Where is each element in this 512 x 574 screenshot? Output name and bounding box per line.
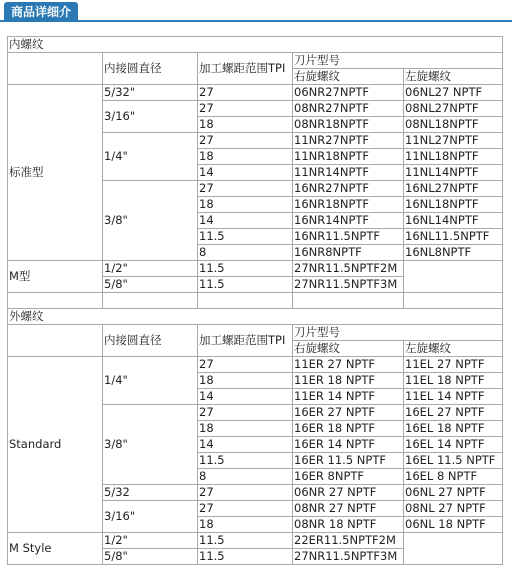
right-model-cell: 16ER 11.5 NPTF bbox=[293, 453, 404, 469]
left-model-cell: 11EL 27 NPTF bbox=[404, 357, 503, 373]
diameter-cell: 5/8" bbox=[103, 549, 198, 565]
header-diameter: 内接圆直径 bbox=[103, 53, 198, 85]
left-model-cell bbox=[404, 533, 503, 565]
left-model-cell: 16NL8NPTF bbox=[404, 245, 503, 261]
right-model-cell: 08NR 18 NPTF bbox=[293, 517, 404, 533]
left-model-cell: 11EL 14 NPTF bbox=[404, 389, 503, 405]
header-left-hand: 左旋螺纹 bbox=[404, 69, 503, 85]
left-model-cell: 06NL27 NPTF bbox=[404, 85, 503, 101]
right-model-cell: 16NR11.5NPTF bbox=[293, 229, 404, 245]
header-tpi: 加工螺距范围TPI bbox=[198, 325, 293, 357]
tpi-cell: 11.5 bbox=[198, 453, 293, 469]
header-right-hand: 右旋螺纹 bbox=[293, 341, 404, 357]
tab-bar bbox=[0, 0, 512, 22]
left-model-cell: 16NL11.5NPTF bbox=[404, 229, 503, 245]
right-model-cell: 08NR18NPTF bbox=[293, 117, 404, 133]
right-model-cell: 16NR18NPTF bbox=[293, 197, 404, 213]
left-model-cell: 06NL 18 NPTF bbox=[404, 517, 503, 533]
right-model-cell: 16ER 27 NPTF bbox=[293, 405, 404, 421]
header-type bbox=[8, 53, 103, 85]
section-title-row bbox=[8, 309, 503, 325]
section-title-internal: 内螺纹 bbox=[8, 37, 503, 53]
table-row bbox=[8, 357, 503, 373]
header-tpi: 加工螺距范围TPI bbox=[198, 53, 293, 85]
left-model-cell: 16EL 27 NPTF bbox=[404, 405, 503, 421]
right-model-cell: 11ER 14 NPTF bbox=[293, 389, 404, 405]
tpi-cell: 14 bbox=[198, 213, 293, 229]
diameter-cell: 5/8" bbox=[103, 277, 198, 293]
left-model-cell: 16EL 8 NPTF bbox=[404, 469, 503, 485]
diameter-cell: 1/2" bbox=[103, 533, 198, 549]
left-model-cell: 06NL 27 NPTF bbox=[404, 485, 503, 501]
diameter-cell: 3/8" bbox=[103, 181, 198, 261]
right-model-cell: 27NR11.5NPTF2M bbox=[293, 261, 404, 277]
left-model-cell: 08NL18NPTF bbox=[404, 117, 503, 133]
left-model-cell: 16EL 14 NPTF bbox=[404, 437, 503, 453]
right-model-cell: 11NR14NPTF bbox=[293, 165, 404, 181]
right-model-cell: 08NR 27 NPTF bbox=[293, 501, 404, 517]
right-model-cell: 16ER 8NPTF bbox=[293, 469, 404, 485]
tpi-cell: 18 bbox=[198, 517, 293, 533]
right-model-cell: 06NR 27 NPTF bbox=[293, 485, 404, 501]
tpi-cell: 11.5 bbox=[198, 533, 293, 549]
table-row bbox=[8, 85, 503, 101]
tpi-cell: 11.5 bbox=[198, 549, 293, 565]
header-row bbox=[8, 53, 503, 69]
right-model-cell: 27NR11.5NPTF3M bbox=[293, 277, 404, 293]
right-model-cell: 16NR14NPTF bbox=[293, 213, 404, 229]
tpi-cell: 14 bbox=[198, 165, 293, 181]
tpi-cell: 27 bbox=[198, 101, 293, 117]
header-right-hand: 右旋螺纹 bbox=[293, 69, 404, 85]
tpi-cell: 27 bbox=[198, 357, 293, 373]
tpi-cell: 11.5 bbox=[198, 229, 293, 245]
header-type bbox=[8, 325, 103, 357]
tpi-cell: 18 bbox=[198, 197, 293, 213]
spec-sheet bbox=[7, 36, 503, 565]
header-row bbox=[8, 325, 503, 341]
tpi-cell: 27 bbox=[198, 85, 293, 101]
left-model-cell: 16EL 11.5 NPTF bbox=[404, 453, 503, 469]
diameter-cell: 3/8" bbox=[103, 405, 198, 485]
diameter-cell: 5/32" bbox=[103, 85, 198, 101]
tab-product-details[interactable]: 商品详细介 bbox=[4, 2, 78, 22]
left-model-cell: 08NL 27 NPTF bbox=[404, 501, 503, 517]
tpi-cell: 18 bbox=[198, 117, 293, 133]
thread-insert-table bbox=[7, 36, 503, 565]
right-model-cell: 11ER 18 NPTF bbox=[293, 373, 404, 389]
type-label: M型 bbox=[8, 261, 103, 293]
left-model-cell: 11NL18NPTF bbox=[404, 149, 503, 165]
header-diameter: 内接圆直径 bbox=[103, 325, 198, 357]
diameter-cell: 3/16" bbox=[103, 501, 198, 533]
header-blade-model: 刀片型号 bbox=[293, 53, 503, 69]
header-left-hand: 左旋螺纹 bbox=[404, 341, 503, 357]
right-model-cell: 08NR27NPTF bbox=[293, 101, 404, 117]
tpi-cell: 27 bbox=[198, 485, 293, 501]
tpi-cell: 27 bbox=[198, 133, 293, 149]
type-label: 标准型 bbox=[8, 85, 103, 261]
right-model-cell: 22ER11.5NPTF2M bbox=[293, 533, 404, 549]
left-model-cell: 16NL18NPTF bbox=[404, 197, 503, 213]
header-blade-model: 刀片型号 bbox=[293, 325, 503, 341]
left-model-cell: 16NL27NPTF bbox=[404, 181, 503, 197]
type-label: M Style bbox=[8, 533, 103, 565]
right-model-cell: 11NR18NPTF bbox=[293, 149, 404, 165]
diameter-cell: 3/16" bbox=[103, 101, 198, 133]
left-model-cell: 11EL 18 NPTF bbox=[404, 373, 503, 389]
table-row bbox=[8, 261, 503, 277]
type-label: Standard bbox=[8, 357, 103, 533]
tpi-cell: 11.5 bbox=[198, 261, 293, 277]
diameter-cell: 5/32 bbox=[103, 485, 198, 501]
diameter-cell: 1/4" bbox=[103, 133, 198, 181]
tpi-cell: 27 bbox=[198, 181, 293, 197]
tpi-cell: 18 bbox=[198, 421, 293, 437]
tpi-cell: 11.5 bbox=[198, 277, 293, 293]
section-title-external: 外螺纹 bbox=[8, 309, 503, 325]
left-model-cell bbox=[404, 261, 503, 293]
tpi-cell: 8 bbox=[198, 245, 293, 261]
right-model-cell: 16ER 14 NPTF bbox=[293, 437, 404, 453]
right-model-cell: 11ER 27 NPTF bbox=[293, 357, 404, 373]
tpi-cell: 27 bbox=[198, 501, 293, 517]
left-model-cell: 16EL 18 NPTF bbox=[404, 421, 503, 437]
left-model-cell: 08NL27NPTF bbox=[404, 101, 503, 117]
tpi-cell: 18 bbox=[198, 373, 293, 389]
spacer-row bbox=[8, 293, 503, 309]
diameter-cell: 1/2" bbox=[103, 261, 198, 277]
right-model-cell: 16NR8NPTF bbox=[293, 245, 404, 261]
right-model-cell: 16NR27NPTF bbox=[293, 181, 404, 197]
right-model-cell: 27NR11.5NPTF3M bbox=[293, 549, 404, 565]
left-model-cell: 11NL14NPTF bbox=[404, 165, 503, 181]
left-model-cell: 16NL14NPTF bbox=[404, 213, 503, 229]
tpi-cell: 14 bbox=[198, 437, 293, 453]
right-model-cell: 16ER 18 NPTF bbox=[293, 421, 404, 437]
right-model-cell: 11NR27NPTF bbox=[293, 133, 404, 149]
tpi-cell: 27 bbox=[198, 405, 293, 421]
left-model-cell: 11NL27NPTF bbox=[404, 133, 503, 149]
tpi-cell: 18 bbox=[198, 149, 293, 165]
section-title-row bbox=[8, 37, 503, 53]
tpi-cell: 14 bbox=[198, 389, 293, 405]
diameter-cell: 1/4" bbox=[103, 357, 198, 405]
tpi-cell: 8 bbox=[198, 469, 293, 485]
table-row bbox=[8, 533, 503, 549]
right-model-cell: 06NR27NPTF bbox=[293, 85, 404, 101]
